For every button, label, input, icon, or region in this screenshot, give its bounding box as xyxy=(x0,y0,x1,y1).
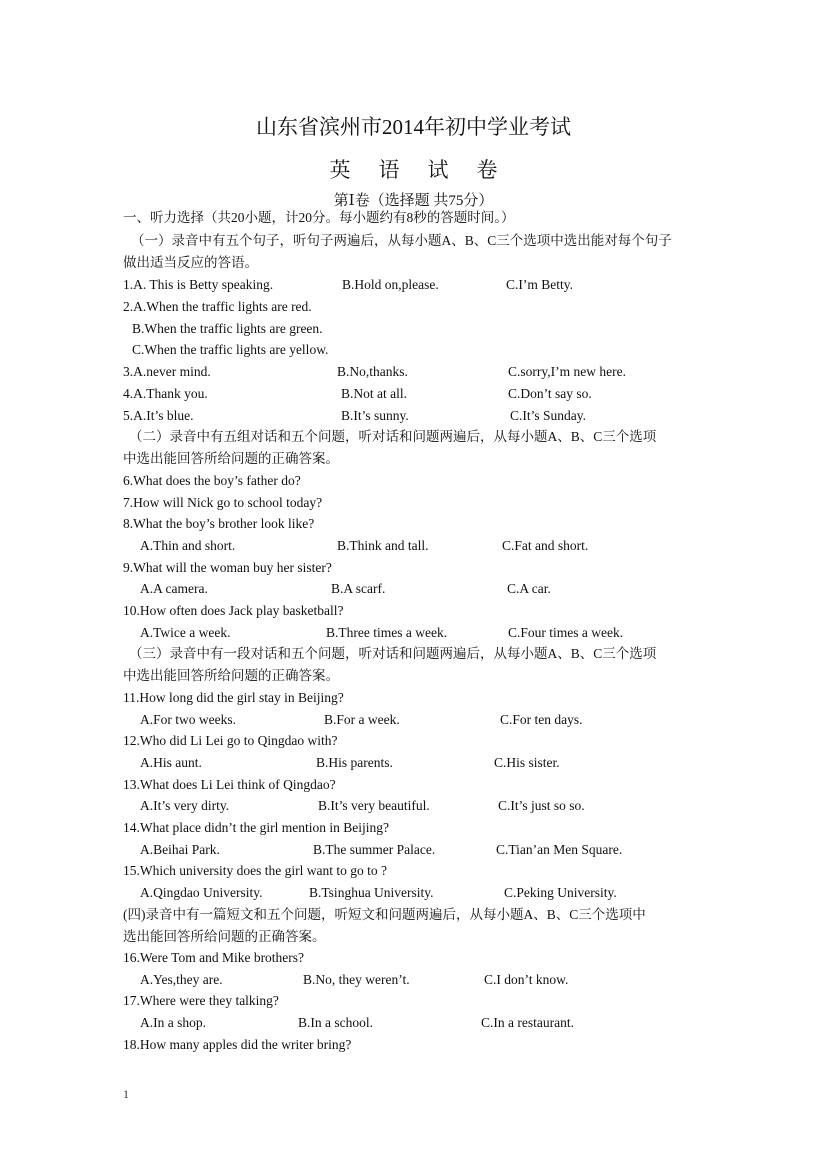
q1-option-b: B.Hold on,please. xyxy=(342,277,439,292)
question-17: 17.Where were they talking? xyxy=(123,993,279,1008)
q17-option-c: C.In a restaurant. xyxy=(481,1015,574,1030)
question-14: 14.What place didn’t the girl mention in Beijing? xyxy=(123,820,389,835)
page-number: 1 xyxy=(123,1087,129,1101)
q11-option-b: B.For a week. xyxy=(324,712,400,727)
question-13: 13.What does Li Lei think of Qingdao? xyxy=(123,777,336,792)
q2-option-a: 2.A.When the traffic lights are red. xyxy=(123,299,312,314)
q14-option-c: C.Tian’an Men Square. xyxy=(496,842,623,857)
q15-option-b: B.Tsinghua University. xyxy=(309,885,434,900)
q16-option-b: B.No, they weren’t. xyxy=(303,972,410,987)
question-15: 15.Which university does the girl want to go to ? xyxy=(123,863,387,878)
q10-option-b: B.Three times a week. xyxy=(326,625,448,640)
q17-option-a: A.In a shop. xyxy=(140,1015,206,1030)
part-heading: 一、听力选择（共20小题，计20分。每小题约有8秒的答题时间。） xyxy=(123,210,515,225)
q15-option-a: A.Qingdao University. xyxy=(140,885,263,900)
exam-title: 山东省滨州市2014年初中学业考试 xyxy=(256,115,571,139)
question-10: 10.How often does Jack play basketball? xyxy=(123,603,344,618)
q4-option-a: 4.A.Thank you. xyxy=(123,386,208,401)
q5-option-c: C.It’s Sunday. xyxy=(510,408,587,423)
q8-option-a: A.Thin and short. xyxy=(140,538,236,553)
question-11: 11.How long did the girl stay in Beijing? xyxy=(123,690,344,705)
q16-option-c: C.I don’t know. xyxy=(484,972,569,987)
q16-option-a: A.Yes,they are. xyxy=(140,972,223,987)
q13-option-b: B.It’s very beautiful. xyxy=(318,798,430,813)
q14-option-b: B.The summer Palace. xyxy=(313,842,436,857)
instruction-2-line2: 中选出能回答所给问题的正确答案。 xyxy=(123,451,339,466)
question-7: 7.How will Nick go to school today? xyxy=(123,495,323,510)
q1-option-a: 1.A. This is Betty speaking. xyxy=(123,277,274,292)
q13-option-a: A.It’s very dirty. xyxy=(140,798,230,813)
q8-option-c: C.Fat and short. xyxy=(502,538,589,553)
q12-option-b: B.His parents. xyxy=(316,755,393,770)
q1-option-c: C.I’m Betty. xyxy=(506,277,573,292)
q15-option-c: C.Peking University. xyxy=(504,885,617,900)
q9-option-b: B.A scarf. xyxy=(331,581,386,596)
instruction-4-line2: 选出能回答所给问题的正确答案。 xyxy=(123,929,326,944)
q17-option-b: B.In a school. xyxy=(298,1015,373,1030)
q2-option-c: C.When the traffic lights are yellow. xyxy=(132,342,329,357)
q10-option-a: A.Twice a week. xyxy=(140,625,231,640)
question-12: 12.Who did Li Lei go to Qingdao with? xyxy=(123,733,338,748)
q8-option-b: B.Think and tall. xyxy=(337,538,429,553)
question-6: 6.What does the boy’s father do? xyxy=(123,473,301,488)
q4-option-c: C.Don’t say so. xyxy=(508,386,592,401)
q5-option-b: B.It’s sunny. xyxy=(341,408,409,423)
instruction-3-line2: 中选出能回答所给问题的正确答案。 xyxy=(123,668,339,683)
q5-option-a: 5.A.It’s blue. xyxy=(123,408,194,423)
q13-option-c: C.It’s just so so. xyxy=(498,798,585,813)
q9-option-a: A.A camera. xyxy=(140,581,208,596)
instruction-4-line1: (四)录音中有一篇短文和五个问题，听短文和问题两遍后，从每小题A、B、C三个选项中 xyxy=(123,907,646,922)
question-18: 18.How many apples did the writer bring? xyxy=(123,1037,352,1052)
question-8: 8.What the boy’s brother look like? xyxy=(123,516,315,531)
q3-option-c: C.sorry,I’m new here. xyxy=(508,364,626,379)
q12-option-a: A.His aunt. xyxy=(140,755,202,770)
section-title: 第Ⅰ卷（选择题 共75分） xyxy=(333,193,494,209)
q3-option-a: 3.A.never mind. xyxy=(123,364,211,379)
q12-option-c: C.His sister. xyxy=(494,755,560,770)
q2-option-b: B.When the traffic lights are green. xyxy=(132,321,323,336)
instruction-3-line1: （三）录音中有一段对话和五个问题，听对话和问题两遍后，从每小题A、B、C三个选项 xyxy=(129,646,657,661)
q10-option-c: C.Four times a week. xyxy=(508,625,624,640)
q4-option-b: B.Not at all. xyxy=(341,386,407,401)
question-16: 16.Were Tom and Mike brothers? xyxy=(123,950,305,965)
q9-option-c: C.A car. xyxy=(507,581,551,596)
question-9: 9.What will the woman buy her sister? xyxy=(123,560,332,575)
q11-option-c: C.For ten days. xyxy=(500,712,583,727)
instruction-1-line1: （一）录音中有五个句子，听句子两遍后，从每小题A、B、C三个选项中选出能对每个句子 xyxy=(131,233,672,248)
subject-title: 英语试卷 xyxy=(329,158,526,182)
q11-option-a: A.For two weeks. xyxy=(140,712,236,727)
instruction-2-line1: （二）录音中有五组对话和五个问题，听对话和问题两遍后，从每小题A、B、C三个选项 xyxy=(129,429,657,444)
instruction-1-line2: 做出适当反应的答语。 xyxy=(123,255,258,270)
q14-option-a: A.Beihai Park. xyxy=(140,842,220,857)
q3-option-b: B.No,thanks. xyxy=(337,364,408,379)
